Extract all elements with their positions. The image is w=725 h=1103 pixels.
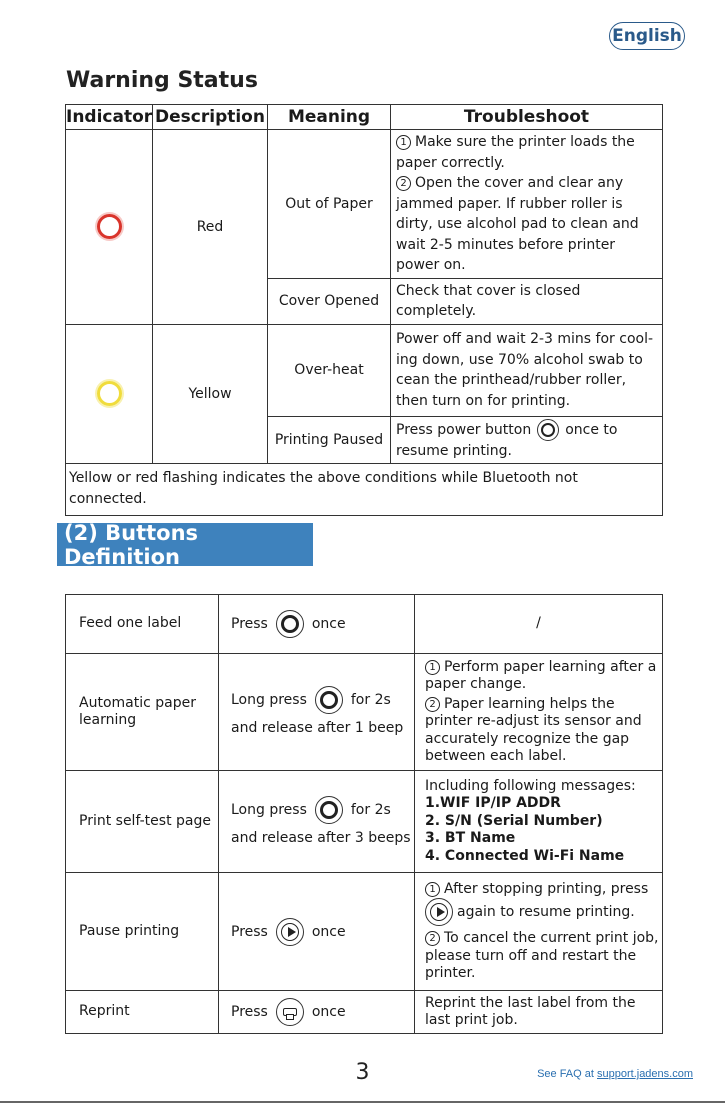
table-row bbox=[66, 991, 663, 1034]
play-button-icon bbox=[276, 918, 304, 946]
red-indicator-light-icon bbox=[97, 214, 122, 239]
button-action-self-test: Long press for 2s and release after 3 beeps bbox=[219, 771, 415, 873]
description-red: Red bbox=[153, 130, 268, 325]
header-troubleshoot: Troubleshoot bbox=[391, 105, 663, 130]
button-result-reprint: Reprint the last label from the last print job. bbox=[415, 991, 663, 1034]
button-action-pause: Press once bbox=[219, 873, 415, 991]
circled-number-2-icon: 2 bbox=[425, 697, 440, 712]
description-yellow: Yellow bbox=[153, 324, 268, 464]
power-button-icon bbox=[315, 686, 343, 714]
button-result-pause: 1 After stopping printing, press again to resume printing. 2 To cancel the current print job, please turn off and restart the printer. bbox=[415, 873, 663, 991]
circled-number-2-icon: 2 bbox=[425, 931, 440, 946]
circled-number-1-icon: 1 bbox=[425, 660, 440, 675]
table-header-row bbox=[66, 105, 663, 130]
header-description: Description bbox=[153, 105, 268, 130]
list-item: 4. Connected Wi-Fi Name bbox=[425, 847, 625, 864]
table-row bbox=[66, 654, 663, 771]
meaning-printing-paused: Printing Paused bbox=[268, 416, 391, 464]
troubleshoot-printing-paused: Press power button once to resume printing. bbox=[391, 416, 663, 464]
button-action-paper-learning: Long press for 2s and release after 1 beep bbox=[219, 654, 415, 771]
power-button-icon bbox=[315, 796, 343, 824]
table-row bbox=[66, 130, 663, 279]
power-button-icon bbox=[276, 610, 304, 638]
table-row bbox=[66, 595, 663, 654]
meaning-out-of-paper: Out of Paper bbox=[268, 130, 391, 279]
buttons-definition-heading: (2) Buttons Definition bbox=[57, 523, 313, 566]
button-action-reprint: Press once bbox=[219, 991, 415, 1034]
play-button-icon bbox=[425, 898, 453, 926]
faq-note: See FAQ at support.jadens.com bbox=[537, 1068, 693, 1080]
header-meaning: Meaning bbox=[268, 105, 391, 130]
troubleshoot-step-1: 1 Make sure the printer loads the paper correctly. bbox=[396, 134, 635, 171]
troubleshoot-out-of-paper bbox=[391, 130, 663, 279]
button-name-reprint: Reprint bbox=[66, 991, 219, 1034]
meaning-over-heat: Over-heat bbox=[268, 324, 391, 416]
button-name-self-test: Print self-test page bbox=[66, 771, 219, 873]
button-name-feed: Feed one label bbox=[66, 595, 219, 654]
button-name-paper-learning: Automatic paper learning bbox=[66, 654, 219, 771]
list-item: 3. BT Name bbox=[425, 830, 516, 847]
troubleshoot-cover-opened: Check that cover is closed completely. bbox=[391, 278, 663, 324]
table-row bbox=[66, 324, 663, 416]
button-action-feed: Press once bbox=[219, 595, 415, 654]
print-button-icon bbox=[276, 998, 304, 1026]
yellow-indicator-light-icon bbox=[97, 381, 122, 406]
power-button-icon bbox=[537, 419, 559, 441]
table-row bbox=[66, 873, 663, 991]
list-item: 1.WIF IP/IP ADDR bbox=[425, 795, 561, 812]
warning-status-title: Warning Status bbox=[66, 68, 258, 93]
button-result-self-test: Including following messages: 1.WIF IP/IP ADDR 2. S/N (Serial Number) 3. BT Name 4. Connected Wi-Fi Name bbox=[415, 771, 663, 873]
button-result-paper-learning: 1 Perform paper learning after a paper change. 2 Paper learning helps the printer re-adjust its sensor and accurately recognize the gap between each label. bbox=[415, 654, 663, 771]
table-row bbox=[66, 464, 663, 516]
red-indicator-cell bbox=[66, 130, 153, 325]
circled-number-1-icon: 1 bbox=[425, 882, 440, 897]
faq-link[interactable]: support.jadens.com bbox=[597, 1068, 693, 1080]
yellow-indicator-cell bbox=[66, 324, 153, 464]
circled-number-2-icon: 2 bbox=[396, 176, 411, 191]
buttons-definition-table bbox=[65, 594, 663, 1034]
page-number: 3 bbox=[355, 1060, 370, 1085]
header-indicator: Indicator bbox=[66, 105, 153, 130]
list-item: 2. S/N (Serial Number) bbox=[425, 812, 603, 829]
troubleshoot-step-2: 2 Open the cover and clear any jammed paper. If rubber roller is dirty, use alcohol pad to clean and wait 2-5 minutes before printer power on. bbox=[396, 175, 639, 273]
button-name-pause: Pause printing bbox=[66, 873, 219, 991]
troubleshoot-over-heat: Power off and wait 2-3 mins for cool-ing down, use 70% alcohol swab to cean the printhead/rubber roller, then turn on for printing. bbox=[391, 324, 663, 416]
button-result-feed: / bbox=[415, 595, 663, 654]
table-row bbox=[66, 771, 663, 873]
language-button[interactable]: English bbox=[609, 22, 685, 50]
circled-number-1-icon: 1 bbox=[396, 135, 411, 150]
warning-status-table bbox=[65, 104, 663, 516]
meaning-cover-opened: Cover Opened bbox=[268, 278, 391, 324]
flashing-note: Yellow or red flashing indicates the above conditions while Bluetooth not connected. bbox=[66, 464, 663, 516]
